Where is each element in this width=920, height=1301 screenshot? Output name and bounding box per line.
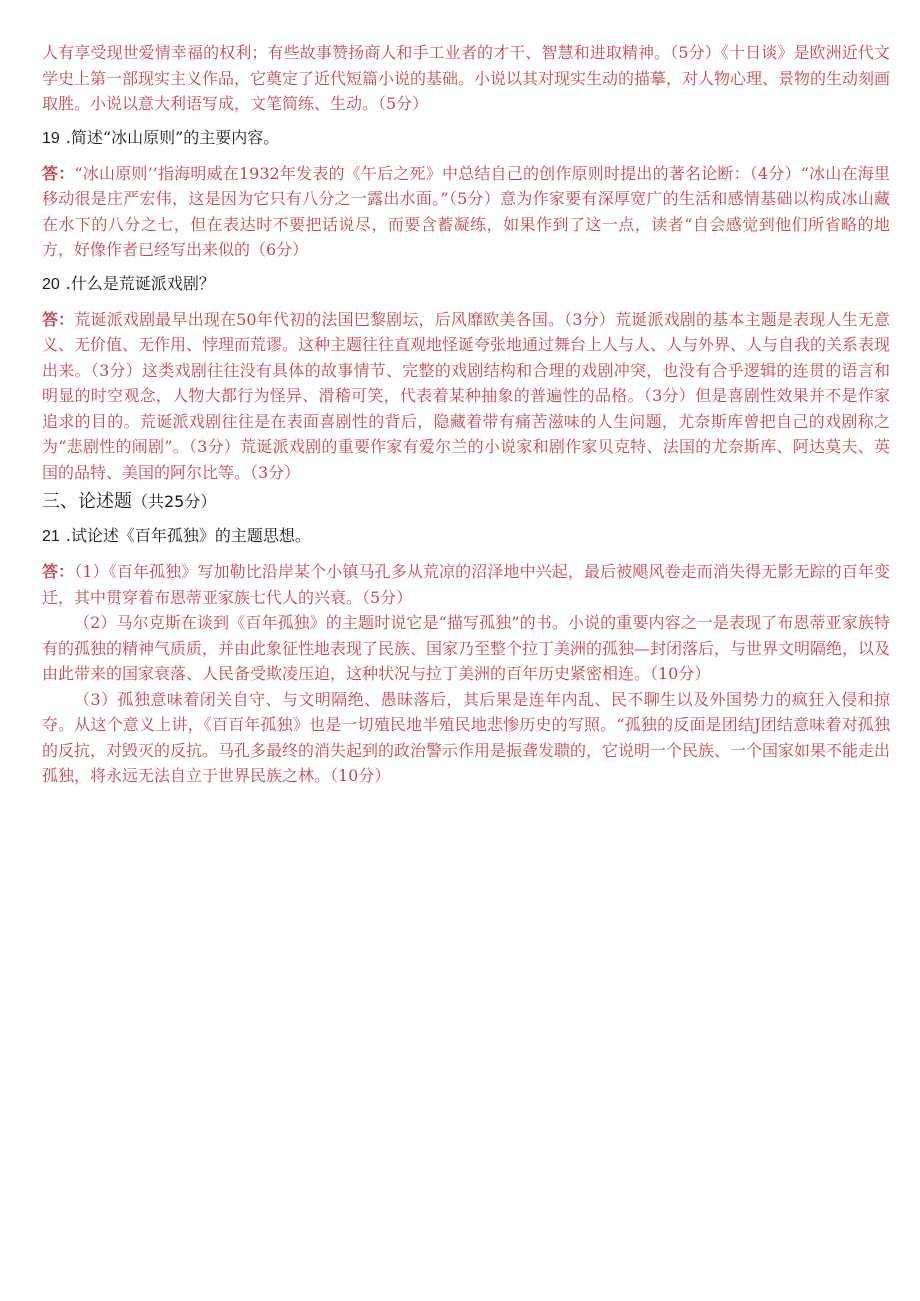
question-number: 19: [42, 129, 60, 147]
question-19: [42, 125, 890, 151]
previous-answer-continuation: 人有享受现世爱情幸福的权利；有些故事赞扬商人和手工业者的才干、智慧和进取精神。（5分）《十日谈》是欧洲近代文学史上第一部现实主义作品，它奠定了近代短篇小说的基础。小说以其对现实生动的描摹，对人物心理、景物的生动刻画取胜。小说以意大利语写成，文笔简练、生动。（5分）: [42, 43, 891, 113]
document-body: [42, 40, 890, 789]
answer-label: 答：: [42, 309, 75, 329]
question-number: 21: [42, 528, 60, 545]
answer-label: 答：: [42, 562, 75, 581]
answer-21-part-2: （2）马尔克斯在谈到《百年孤独》的主题时说它是“描写孤独”的书。小说的重要内容之一是表现了布恩蒂亚家族特有的孤独的精神气质质，并由此象征性地表现了民族、国家乃至整个拉丁美洲的孤独—封闭落后，与世界文明隔绝，以及由此带来的国家衰落、人民备受欺凌压迫，这种状况与拉丁美洲的百年历史紧密相连。（10分）: [42, 613, 891, 683]
answer-text: 荒诞派戏剧最早出现在50年代初的法国巴黎剧坛，后风靡欧美各国。（3分）荒诞派戏剧的基本主题是表现人生无意义、无价值、无作用、悖理而荒谬。这种主题往往直观地怪诞夸张地通过舞台上人与人、人与外界、人与自我的关系表现出来。（3分）这类戏剧往往没有具体的故事情节、完整的戏剧结构和合理的戏剧冲突，也没有合乎逻辑的连贯的语言和明显的时空观念，人物大都行为怪异、滑稽可笑，代表着某种抽象的普遍性的品格。（3分）但是喜剧性效果并不是作家追求的目的。荒诞派戏剧往往是在表面喜剧性的背后，隐藏着带有痛苦滋味的人生问题，尤奈斯库曾把自己的戏剧称之为“悲剧性的闹剧”。（3分）荒诞派戏剧的重要作家有爱尔兰的小说家和剧作家贝克特、法国的尤奈斯库、阿达莫夫、英国的品特、美国的阿尔比等。（3分）: [42, 309, 891, 482]
answer-text: （1）《百年孤独》写加勒比沿岸某个小镇马孔多从荒凉的沼泽地中兴起，最后被飓风卷走而消失得无影无踪的百年变迁，其中贯穿着布恩蒂亚家族七代人的兴衰。（5分）: [42, 562, 890, 607]
answer-label: 答：: [42, 163, 75, 183]
question-text: .什么是荒诞派戏剧？: [65, 273, 215, 293]
question-text: .试论述《百年孤独》的主题思想。: [65, 526, 311, 545]
question-text: .简述“冰山原则”的主要内容。: [65, 127, 280, 147]
section-points: （共25分）: [132, 492, 217, 511]
answer-text: “冰山原则’’指海明威在1932年发表的《午后之死》中总结自己的创作原则时提出的著名论断：（4分）“冰山在海里移动很是庄严宏伟，这是因为它只有八分之一露出水面。”（5分）意为作家要有深厚宽广的生活和感情基础以构成冰山藏在水下的八分之七，但在表达时不要把话说尽，而要含蓄凝练，如果作到了这一点，读者“自会感觉到他们所省略的地方，好像作者已经写出来似的（6分）: [42, 163, 890, 259]
section-title: 三、论述题: [42, 491, 132, 512]
answer-20: [42, 307, 890, 486]
question-21: [42, 523, 890, 549]
question-20: [42, 271, 890, 297]
answer-21-part-3: （3）孤独意味着闭关自守、与文明隔绝、愚昧落后，其后果是连年内乱、民不聊生以及外国势力的疯狂入侵和掠夺。从这个意义上讲，《百百年孤独》也是一切殖民地半殖民地悲惨历史的写照。“孤独的反面是团结J团结意味着对孤独的反抗，对毁灭的反抗。马孔多最终的消失起到的政治警示作用是振聋发聩的，它说明一个民族、一个国家如果不能走出孤独，将永远无法自立于世界民族之林。（10分）: [42, 689, 891, 785]
section-heading: [42, 489, 890, 515]
answer-19: [42, 161, 890, 263]
answer-21-part-1: [42, 559, 890, 610]
question-number: 20: [42, 275, 60, 293]
